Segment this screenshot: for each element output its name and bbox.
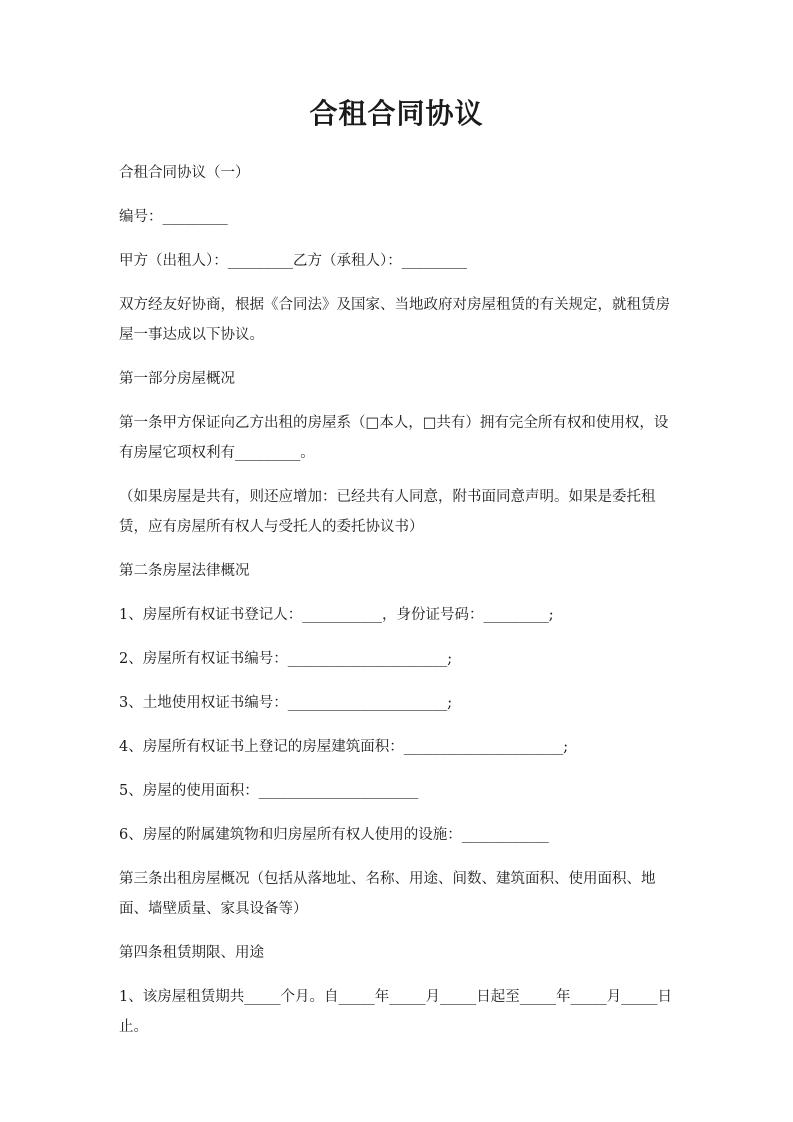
paragraph-lease-term: 1、该房屋租赁期共_____个月。自_____年_____月_____日起至_____年_____月_____日止。: [119, 989, 672, 1035]
document-body: [119, 158, 679, 1056]
paragraph-item-5: 5、房屋的使用面积：______________________: [119, 783, 419, 799]
paragraph-parties: 甲方（出租人）：_________乙方（承租人）：_________: [119, 253, 467, 269]
paragraph-article-two-heading: 第二条房屋法律概况: [119, 563, 250, 579]
paragraph-article-three: 第三条出租房屋概况（包括从落地址、名称、用途、间数、建筑面积、使用面积、地面、墙壁质量、家具设备等）: [119, 871, 656, 917]
paragraph-item-4: 4、房屋所有权证书上登记的房屋建筑面积：______________________;: [119, 739, 569, 755]
paragraph-co-ownership-note: （如果房屋是共有，则还应增加：已经共有人同意，附书面同意声明。如果是委托租赁，应有房屋所有权人与受托人的委托协议书）: [119, 489, 656, 535]
paragraph-part-one-heading: 第一部分房屋概况: [119, 371, 235, 387]
paragraph-preamble: 双方经友好协商，根据《合同法》及国家、当地政府对房屋租赁的有关规定，就租赁房屋一事达成以下协议。: [119, 297, 670, 343]
paragraph-item-1: 1、房屋所有权证书登记人：___________，身份证号码：_________;: [119, 607, 554, 623]
paragraph-article-four-heading: 第四条租赁期限、用途: [119, 945, 264, 961]
paragraph-item-2: 2、房屋所有权证书编号：______________________;: [119, 651, 453, 667]
paragraph-item-6: 6、房屋的附属建筑物和归房屋所有权人使用的设施：____________: [119, 827, 549, 843]
paragraph-contract-number: 编号：_________: [119, 209, 228, 225]
document-title: 合租合同协议: [309, 97, 484, 130]
paragraph-subtitle: 合租合同协议（一）: [119, 165, 250, 181]
paragraph-article-one: 第一条甲方保证向乙方出租的房屋系（□本人，□共有）拥有完全所有权和使用权，设有房屋它项权利有_________。: [119, 415, 669, 461]
paragraph-item-3: 3、土地使用权证书编号：______________________;: [119, 695, 453, 711]
